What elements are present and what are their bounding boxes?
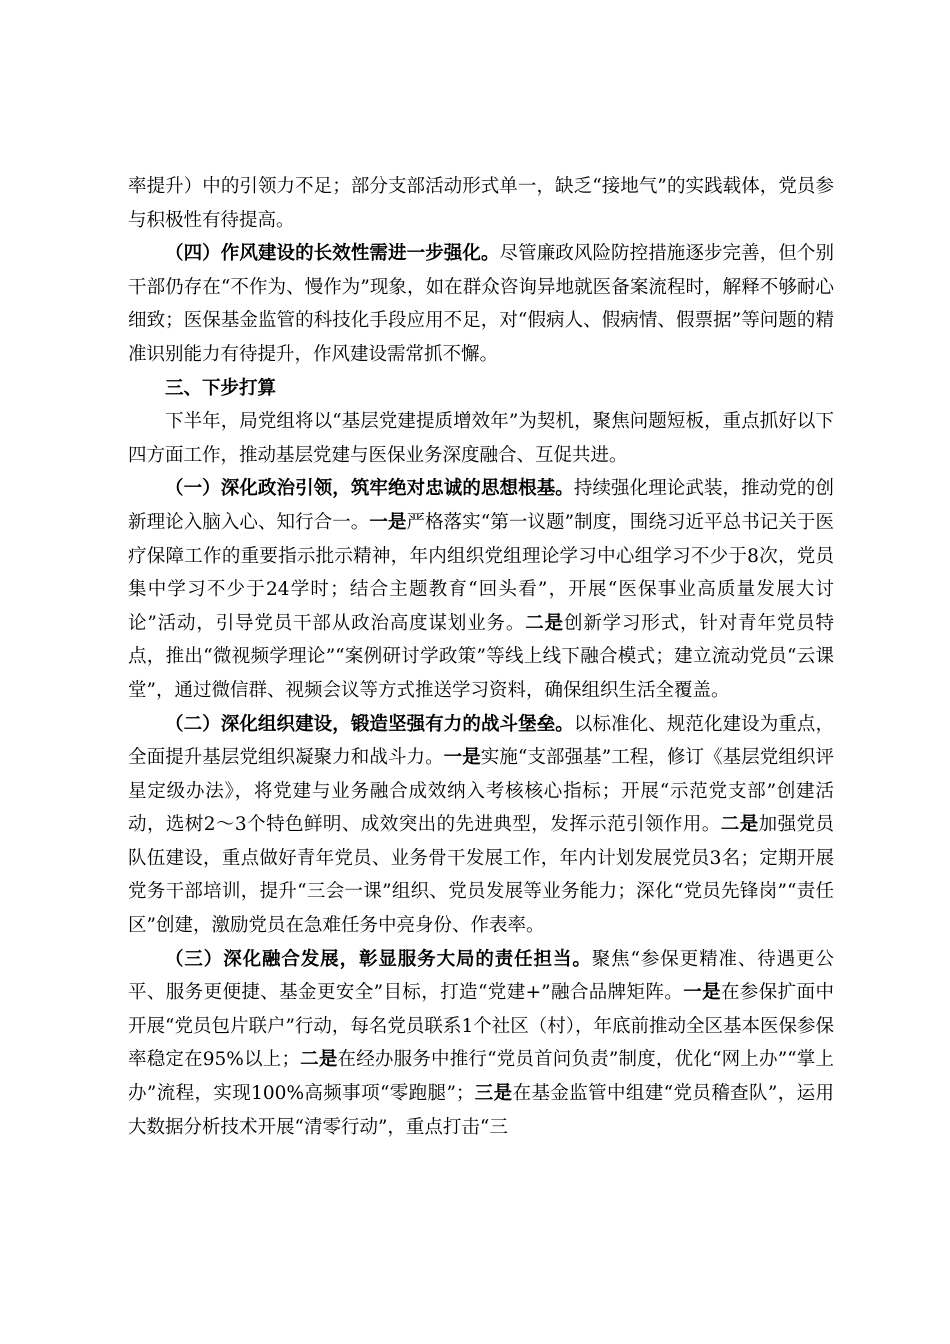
body-text: 加强党员队伍建设，重点做好青年党员、业务骨干发展工作，年内计划发展党员3名；定期开展党务干部培训，提升“三会一课”组织、党员发展等业务能力；深化“党员先锋岗”“责任区”创建，激励党员在急难任务中亮身份、作表率。 [128, 814, 834, 937]
item-marker: 一是 [369, 511, 407, 533]
paragraph-political-guidance [128, 472, 834, 707]
body-text: 持续强化理论武装，推动党的创新理论入脑入心、知行合一。 [128, 478, 834, 533]
body-text: 尽管廉政风险防控措施逐步完善，但个别干部仍存在“不作为、慢作为”现象，如在群众咨询异地就医备案流程时，解释不够耐心细致；医保基金监管的科技化手段应用不足，对“假病人、假病情、假票据”等问题的精准识别能力有待提升，作风建设需常抓不懈。 [128, 243, 834, 365]
document-body [128, 170, 834, 1144]
paragraph-continuation [128, 170, 834, 237]
item-marker: 二是 [299, 1049, 338, 1071]
body-text: 在经办服务中推行“党员首问负责”制度，优化“网上办”“掌上办”流程，实现100%高频事项“零跑腿”； [128, 1049, 834, 1105]
body-text: 创新学习形式，针对青年党员特点，推出“微视频学理论”“案例研讨学政策”等线上线下融合模式；建立流动党员“云课堂”，通过微信群、视频会议等方式推送学习资料，确保组织生活全覆盖。 [128, 612, 834, 701]
body-text: 以标准化、规范化建设为重点，全面提升基层党组织凝聚力和战斗力。 [128, 713, 834, 769]
item-marker: 一是 [683, 982, 721, 1004]
paragraph-intro [128, 405, 834, 472]
item-marker: 三是 [474, 1083, 513, 1105]
body-text: 聚焦“参保更精准、待遇更公平、服务更便捷、基金更安全”目标，打造“党建+”融合品牌矩阵。 [128, 948, 834, 1004]
subsection-heading: （四）作风建设的长效性需进一步强化。 [165, 243, 500, 265]
section-heading: 三、下步打算 [165, 377, 277, 399]
subsection-heading: （二）深化组织建设，锻造坚强有力的战斗堡垒。 [165, 713, 574, 735]
item-marker: 一是 [443, 747, 481, 769]
body-text: 实施“支部强基”工程，修订《基层党组织评星定级办法》，将党建与业务融合成效纳入考核核心指标；开展“示范党支部”创建活动，选树2～3个特色鲜明、成效突出的先进典型，发挥示范引领作用。 [128, 747, 834, 836]
body-text: 下半年，局党组将以“基层党建提质增效年”为契机，聚焦问题短板，重点抓好以下四方面工作，推动基层党建与医保业务深度融合、互促共进。 [128, 411, 834, 466]
body-text: 率提升）中的引领力不足；部分支部活动形式单一，缺乏“接地气”的实践载体，党员参与积极性有待提高。 [128, 176, 834, 231]
body-text: 在基金监管中组建“党员稽查队”，运用大数据分析技术开展“清零行动”，重点打击“三 [128, 1083, 834, 1138]
paragraph-organization [128, 708, 834, 943]
item-marker: 二是 [720, 814, 759, 836]
body-text: 在参保扩面中开展“党员包片联户”行动，每名党员联系1个社区（村），年底前推动全区基本医保参保率稳定在95%以上； [128, 982, 834, 1071]
subsection-heading: （一）深化政治引领，筑牢绝对忠诚的思想根基。 [165, 478, 574, 500]
item-marker: 二是 [525, 612, 564, 634]
subsection-heading: （三）深化融合发展，彰显服务大局的责任担当。 [165, 948, 592, 970]
section-heading-next-steps [128, 372, 834, 406]
paragraph-work-style [128, 237, 834, 371]
body-text: 严格落实“第一议题”制度，围绕习近平总书记关于医疗保障工作的重要指示批示精神，年内组织党组理论学习中心组学习不少于8次，党员集中学习不少于24学时；结合主题教育“回头看”，开展“医保事业高质量发展大讨论”活动，引导党员干部从政治高度谋划业务。 [128, 511, 834, 634]
paragraph-integration [128, 943, 834, 1145]
